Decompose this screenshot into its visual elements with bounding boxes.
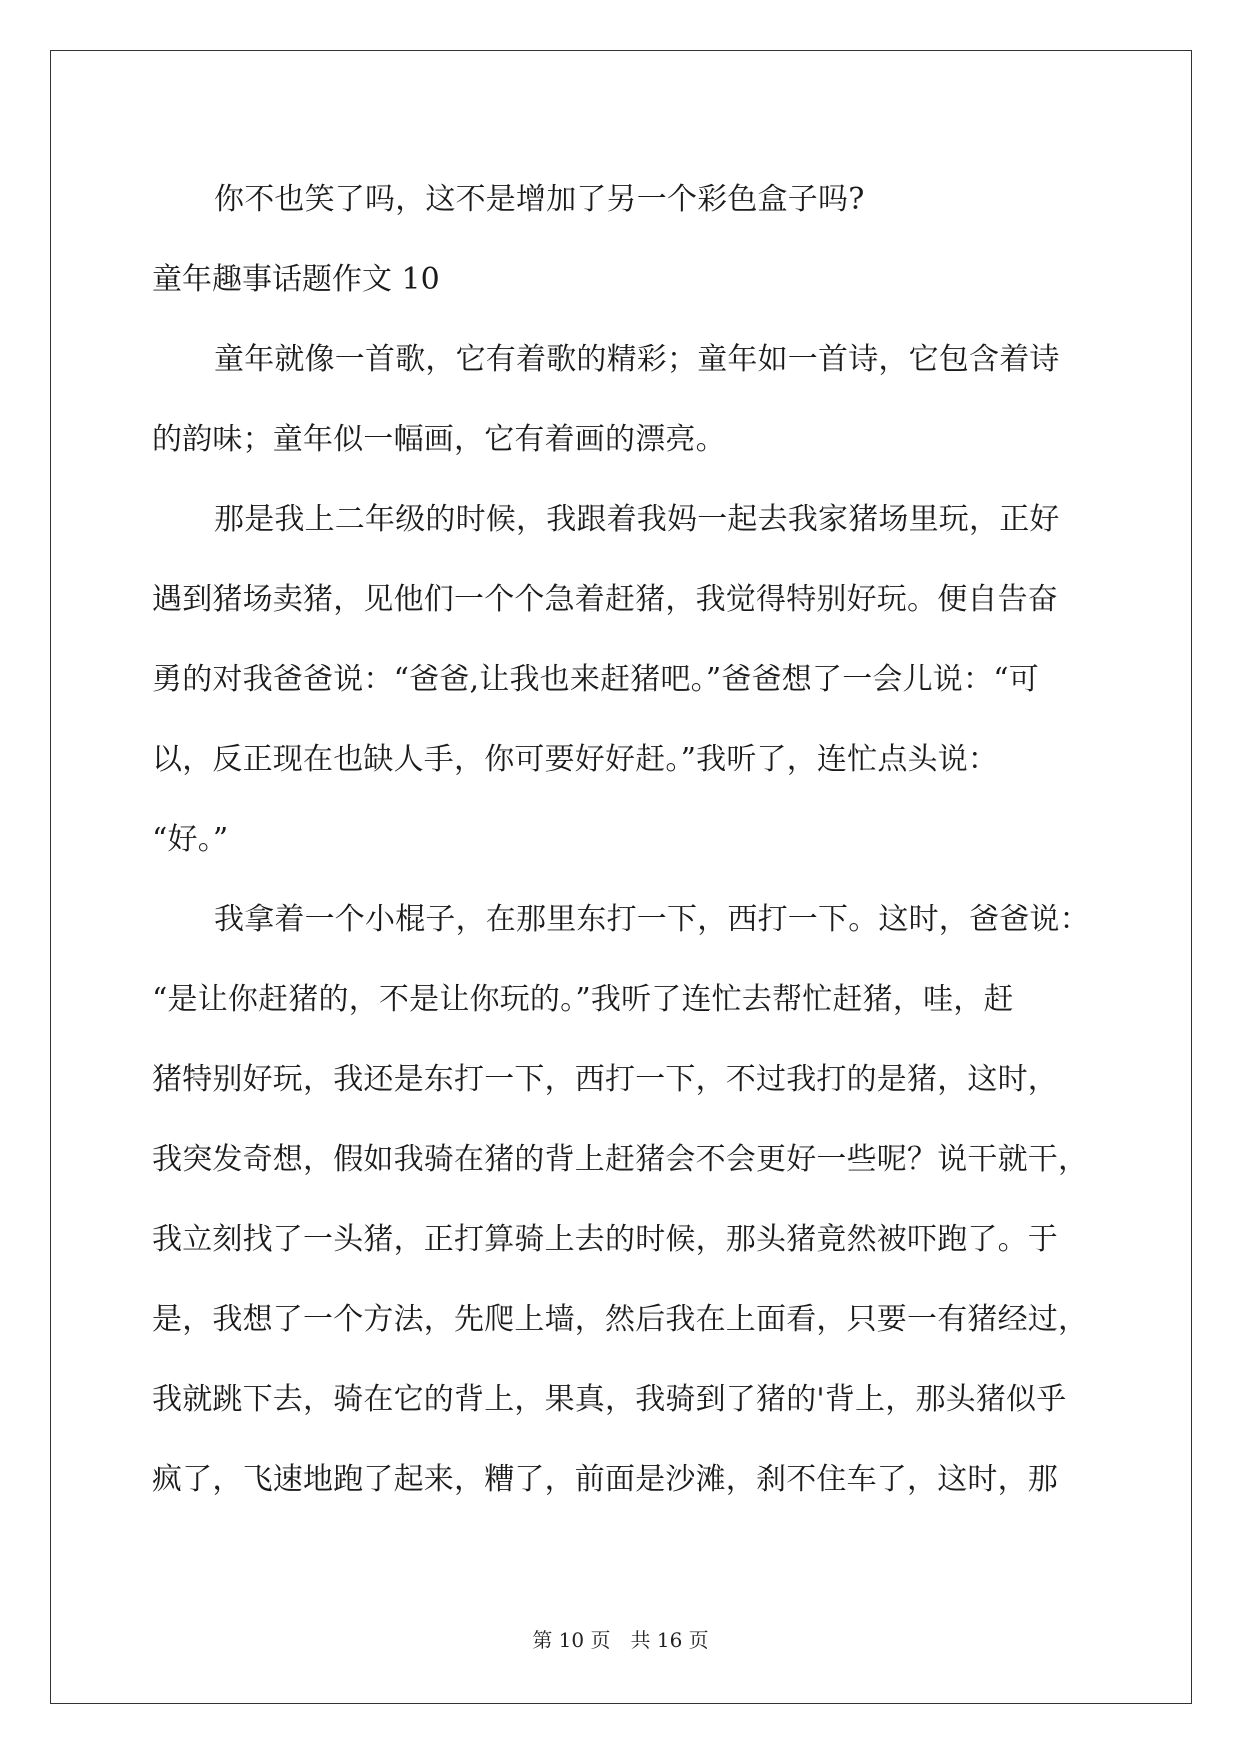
paragraph-line: 童年就像一首歌，它有着歌的精彩；童年如一首诗，它包含着诗 (214, 342, 1060, 377)
section-heading: 童年趣事话题作文 10 (152, 262, 440, 297)
paragraph-line: 我就跳下去，骑在它的背上，果真，我骑到了猪的'背上，那头猪似乎 (152, 1382, 1067, 1417)
paragraph-line: 猪特别好玩，我还是东打一下，西打一下，不过我打的是猪，这时， (152, 1062, 1058, 1097)
paragraph-line: 你不也笑了吗，这不是增加了另一个彩色盒子吗? (214, 182, 865, 217)
paragraph-line: 我立刻找了一头猪，正打算骑上去的时候，那头猪竟然被吓跑了。于 (152, 1222, 1058, 1257)
paragraph-line: 遇到猪场卖猪，见他们一个个急着赶猪，我觉得特别好玩。便自告奋 (152, 582, 1058, 617)
paragraph-line: “是让你赶猪的，不是让你玩的。”我听了连忙去帮忙赶猪，哇，赶 (152, 982, 1014, 1017)
document-body (152, 160, 1092, 1520)
paragraph-line: 那是我上二年级的时候，我跟着我妈一起去我家猪场里玩，正好 (214, 502, 1060, 537)
page-number-footer: 第 10 页 共 16 页 (532, 1628, 709, 1652)
paragraph-line: 疯了，飞速地跑了起来，糟了，前面是沙滩，刹不住车了，这时，那 (152, 1462, 1058, 1497)
paragraph-line: 勇的对我爸爸说：“爸爸,让我也来赶猪吧。”爸爸想了一会儿说：“可 (152, 662, 1039, 697)
paragraph-line: 是，我想了一个方法，先爬上墙，然后我在上面看，只要一有猪经过， (152, 1302, 1089, 1337)
paragraph-line: 我突发奇想，假如我骑在猪的背上赶猪会不会更好一些呢？说干就干， (152, 1142, 1089, 1177)
paragraph-line: 的韵味；童年似一幅画，它有着画的漂亮。 (152, 422, 726, 457)
paragraph-line: 我拿着一个小棍子，在那里东打一下，西打一下。这时，爸爸说： (214, 902, 1090, 937)
paragraph-line: 以，反正现在也缺人手，你可要好好赶。”我听了，连忙点头说： (152, 742, 999, 777)
paragraph-line: “好。” (152, 822, 229, 857)
